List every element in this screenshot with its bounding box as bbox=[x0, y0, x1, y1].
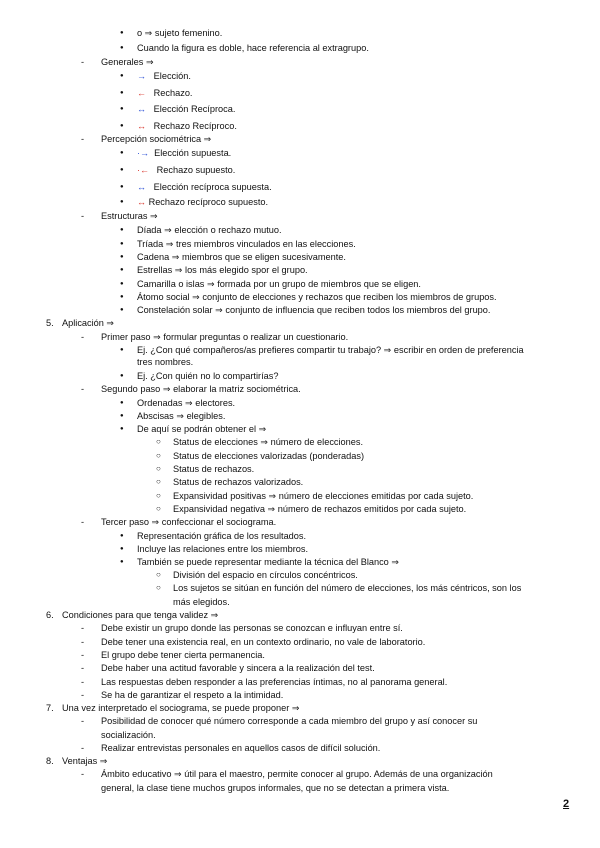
dash-bullet-icon: - bbox=[81, 743, 85, 753]
list-number: 7. bbox=[46, 703, 54, 713]
list-item: Estructuras ⇒ bbox=[101, 211, 158, 221]
list-item: Ej. ¿Con quién no lo compartirías? bbox=[137, 371, 279, 381]
list-item: ·← Rechazo supuesto. bbox=[137, 165, 236, 175]
reciprocal-choice-arrow-icon: ↔ bbox=[137, 104, 146, 114]
dash-bullet-icon: - bbox=[81, 57, 85, 67]
bullet-icon: ● bbox=[120, 241, 124, 247]
list-item: Representación gráfica de los resultados. bbox=[137, 531, 307, 541]
list-item: ↔ Elección Recíproca. bbox=[137, 104, 236, 114]
list-item: ·→ Elección supuesta. bbox=[137, 148, 232, 158]
dash-bullet-icon: - bbox=[81, 650, 85, 660]
bullet-icon: ● bbox=[120, 90, 124, 96]
list-number: 8. bbox=[46, 756, 54, 766]
list-item: Tríada ⇒ tres miembros vinculados en las elecciones. bbox=[137, 239, 356, 249]
section-heading: Ventajas ⇒ bbox=[62, 756, 108, 766]
circle-bullet-icon: ○ bbox=[156, 504, 161, 513]
bullet-icon: ● bbox=[120, 123, 124, 129]
list-item: Estrellas ⇒ los más elegido spor el grupo. bbox=[137, 265, 308, 275]
circle-bullet-icon: ○ bbox=[156, 451, 161, 460]
list-item: Cadena ⇒ miembros que se eligen sucesivamente. bbox=[137, 252, 346, 262]
list-item: Ordenadas ⇒ electores. bbox=[137, 398, 236, 408]
list-item: Status de elecciones ⇒ número de elecciones. bbox=[173, 437, 364, 447]
dash-bullet-icon: - bbox=[81, 690, 85, 700]
list-item: Segundo paso ⇒ elaborar la matriz sociométrica. bbox=[101, 384, 301, 394]
list-item: Camarilla o islas ⇒ formada por un grupo de miembros que se eligen. bbox=[137, 279, 421, 289]
list-item: Díada ⇒ elección o rechazo mutuo. bbox=[137, 225, 282, 235]
list-item: Las respuestas deben responder a las preferencias íntimas, no al panorama general. bbox=[101, 677, 448, 687]
bullet-icon: ● bbox=[120, 294, 124, 300]
bullet-icon: ● bbox=[120, 199, 124, 205]
dash-bullet-icon: - bbox=[81, 637, 85, 647]
list-item: Status de rechazos valorizados. bbox=[173, 477, 304, 487]
dash-bullet-icon: - bbox=[81, 384, 85, 394]
list-item: tres nombres. bbox=[137, 357, 194, 367]
bullet-icon: ● bbox=[120, 533, 124, 539]
supposed-reciprocal-choice-arrow-icon: ↔ bbox=[137, 182, 146, 192]
list-item: Status de elecciones valorizadas (ponderadas) bbox=[173, 451, 365, 461]
circle-bullet-icon: ○ bbox=[156, 477, 161, 486]
list-item: También se puede representar mediante la técnica del Blanco ⇒ bbox=[137, 557, 400, 567]
list-item: Abscisas ⇒ elegibles. bbox=[137, 411, 226, 421]
list-item: Expansividad negativa ⇒ número de rechazos emitidos por cada sujeto. bbox=[173, 504, 467, 514]
bullet-icon: ● bbox=[120, 347, 124, 353]
list-item: o ⇒ sujeto femenino. bbox=[137, 28, 223, 38]
list-item: ↔ Rechazo recíproco supuesto. bbox=[137, 197, 269, 207]
bullet-icon: ● bbox=[120, 426, 124, 432]
list-item: Los sujetos se sitúan en función del número de elecciones, los más céntricos, son los bbox=[173, 583, 522, 593]
bullet-icon: ● bbox=[120, 307, 124, 313]
bullet-icon: ● bbox=[120, 413, 124, 419]
bullet-icon: ● bbox=[120, 30, 124, 36]
reciprocal-rejection-arrow-icon: ↔ bbox=[137, 121, 146, 131]
bullet-icon: ● bbox=[120, 73, 124, 79]
list-item: Debe haber una actitud favorable y sincera a la realización del test. bbox=[101, 663, 375, 673]
bullet-icon: ● bbox=[120, 106, 124, 112]
list-item: Debe existir un grupo donde las personas se conozcan e influyan entre sí. bbox=[101, 623, 403, 633]
list-item: más elegidos. bbox=[173, 597, 230, 607]
section-heading: Condiciones para que tenga validez ⇒ bbox=[62, 610, 219, 620]
list-item: ← Rechazo. bbox=[137, 88, 193, 98]
supposed-rejection-arrow-icon: ·← bbox=[137, 165, 149, 175]
bullet-icon: ● bbox=[120, 400, 124, 406]
dash-bullet-icon: - bbox=[81, 663, 85, 673]
dash-bullet-icon: - bbox=[81, 211, 85, 221]
list-item: ↔ Elección recíproca supuesta. bbox=[137, 182, 272, 192]
list-item: Cuando la figura es doble, hace referencia al extragrupo. bbox=[137, 43, 369, 53]
list-item: Generales ⇒ bbox=[101, 57, 154, 67]
list-item: Posibilidad de conocer qué número corresponde a cada miembro del grupo y así conocer su bbox=[101, 716, 478, 726]
list-item: División del espacio en círculos concéntricos. bbox=[173, 570, 358, 580]
choice-arrow-icon: → bbox=[137, 71, 146, 81]
circle-bullet-icon: ○ bbox=[156, 437, 161, 446]
list-item: Se ha de garantizar el respeto a la intimidad. bbox=[101, 690, 284, 700]
list-item: Status de rechazos. bbox=[173, 464, 255, 474]
list-item: Realizar entrevistas personales en aquellos casos de difícil solución. bbox=[101, 743, 381, 753]
list-item: Debe tener una existencia real, en un contexto ordinario, no vale de laboratorio. bbox=[101, 637, 426, 647]
dash-bullet-icon: - bbox=[81, 134, 85, 144]
circle-bullet-icon: ○ bbox=[156, 491, 161, 500]
list-item: Constelación solar ⇒ conjunto de influencia que reciben todos los miembros del grupo. bbox=[137, 305, 491, 315]
dash-bullet-icon: - bbox=[81, 623, 85, 633]
list-item: Ej. ¿Con qué compañeros/as prefieres compartir tu trabajo? ⇒ escribir en orden de preferencia bbox=[137, 345, 524, 355]
list-item: Átomo social ⇒ conjunto de elecciones y rechazos que reciben los miembros de grupos. bbox=[137, 292, 497, 302]
list-item: Incluye las relaciones entre los miembros. bbox=[137, 544, 309, 554]
list-item: ↔ Rechazo Recíproco. bbox=[137, 121, 237, 131]
bullet-icon: ● bbox=[120, 167, 124, 173]
list-item: Expansividad positivas ⇒ número de elecciones emitidas por cada sujeto. bbox=[173, 491, 474, 501]
list-item: general, la clase tiene muchos grupos informales, que no se detectan a primera vista. bbox=[101, 783, 450, 793]
bullet-icon: ● bbox=[120, 267, 124, 273]
section-heading: Aplicación ⇒ bbox=[62, 318, 115, 328]
rejection-arrow-icon: ← bbox=[137, 88, 146, 98]
bullet-icon: ● bbox=[120, 254, 124, 260]
list-item: Primer paso ⇒ formular preguntas o realizar un cuestionario. bbox=[101, 332, 349, 342]
supposed-choice-arrow-icon: ·→ bbox=[137, 148, 149, 158]
list-number: 5. bbox=[46, 318, 54, 328]
bullet-icon: ● bbox=[120, 546, 124, 552]
list-item: Percepción sociométrica ⇒ bbox=[101, 134, 212, 144]
bullet-icon: ● bbox=[120, 150, 124, 156]
bullet-icon: ● bbox=[120, 227, 124, 233]
bullet-icon: ● bbox=[120, 45, 124, 51]
dash-bullet-icon: - bbox=[81, 517, 85, 527]
dash-bullet-icon: - bbox=[81, 677, 85, 687]
circle-bullet-icon: ○ bbox=[156, 464, 161, 473]
circle-bullet-icon: ○ bbox=[156, 583, 161, 592]
list-item: → Elección. bbox=[137, 71, 191, 81]
dash-bullet-icon: - bbox=[81, 716, 85, 726]
supposed-reciprocal-rejection-arrow-icon: ↔ bbox=[137, 197, 146, 207]
section-heading: Una vez interpretado el sociograma, se puede proponer ⇒ bbox=[62, 703, 300, 713]
bullet-icon: ● bbox=[120, 373, 124, 379]
bullet-icon: ● bbox=[120, 281, 124, 287]
bullet-icon: ● bbox=[120, 559, 124, 565]
list-item: socialización. bbox=[101, 730, 156, 740]
bullet-icon: ● bbox=[120, 184, 124, 190]
list-item: Ámbito educativo ⇒ útil para el maestro, permite conocer al grupo. Además de una organización bbox=[101, 769, 493, 779]
list-item: Tercer paso ⇒ confeccionar el sociograma. bbox=[101, 517, 277, 527]
dash-bullet-icon: - bbox=[81, 769, 85, 779]
page-number: 2 bbox=[563, 798, 570, 810]
list-item: De aquí se podrán obtener el ⇒ bbox=[137, 424, 267, 434]
circle-bullet-icon: ○ bbox=[156, 570, 161, 579]
dash-bullet-icon: - bbox=[81, 332, 85, 342]
list-item: El grupo debe tener cierta permanencia. bbox=[101, 650, 265, 660]
list-number: 6. bbox=[46, 610, 54, 620]
